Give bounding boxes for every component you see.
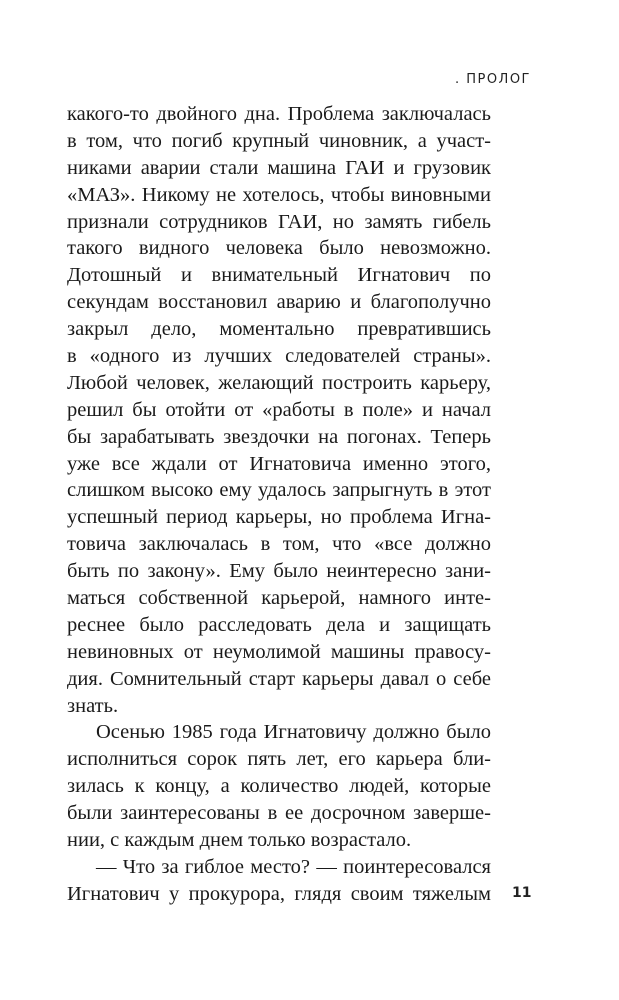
- text-line: такого видного человека было невозможно.: [67, 237, 491, 260]
- text-line: товича заключалась в том, что «все должно: [67, 533, 491, 556]
- text-line: дия. Сомнительный старт карьеры давал о себе: [67, 667, 491, 690]
- text-line: успешный период карьеры, но проблема Игна-: [67, 506, 491, 529]
- text-line: в том, что погиб крупный чиновник, а участ-: [67, 129, 491, 152]
- text-line: никами аварии стали машина ГАИ и грузовик: [67, 156, 491, 179]
- text-line: «МАЗ». Никому не хотелось, чтобы виновными: [67, 183, 491, 206]
- text-line: какого-то двойного дна. Проблема заключалась: [67, 103, 491, 125]
- text-line: знать.: [67, 694, 119, 717]
- text-line: невиновных от неумолимой машины правосу-: [67, 640, 491, 663]
- text-line: исполниться сорок пять лет, его карьера бли-: [67, 748, 491, 771]
- text-line: Осенью 1985 года Игнатовичу должно было: [96, 721, 491, 744]
- text-line: уже все ждали от Игнатовича именно этого,: [67, 452, 491, 475]
- text-line: закрыл дело, моментально превратившись: [67, 318, 491, 341]
- text-line: решил бы отойти от «работы в поле» и начал: [67, 398, 491, 421]
- running-header: . ПРОЛОГ: [454, 72, 531, 87]
- text-line: Любой человек, желающий построить карьеру,: [67, 371, 491, 394]
- text-line: нии, с каждым днем только возрастало.: [67, 829, 412, 852]
- page-number: 11: [512, 885, 532, 901]
- body-text: [67, 101, 491, 908]
- text-line: быть по закону». Ему было неинтересно зани-: [67, 560, 491, 583]
- text-line: секундам восстановил аварию и благополучно: [67, 291, 491, 314]
- text-line: слишком высоко ему удалось запрыгнуть в этот: [67, 479, 491, 502]
- text-line: бы зарабатывать звездочки на погонах. Теперь: [67, 425, 491, 448]
- text-line: были заинтересованы в ее досрочном заверше-: [67, 802, 491, 825]
- text-line: реснее было расследовать дела и защищать: [67, 613, 491, 636]
- text-line: признали сотрудников ГАИ, но замять гибель: [67, 210, 491, 233]
- text-line: в «одного из лучших следователей страны».: [67, 345, 491, 368]
- text-line: Дотошный и внимательный Игнатович по: [67, 264, 491, 287]
- text-line: Игнатович у прокурора, глядя своим тяжелым: [67, 882, 491, 905]
- text-line: маться собственной карьерой, намного инте-: [67, 587, 491, 610]
- text-line: зилась к концу, а количество людей, которые: [67, 775, 491, 798]
- text-line: — Что за гиблое место? — поинтересовался: [96, 855, 491, 878]
